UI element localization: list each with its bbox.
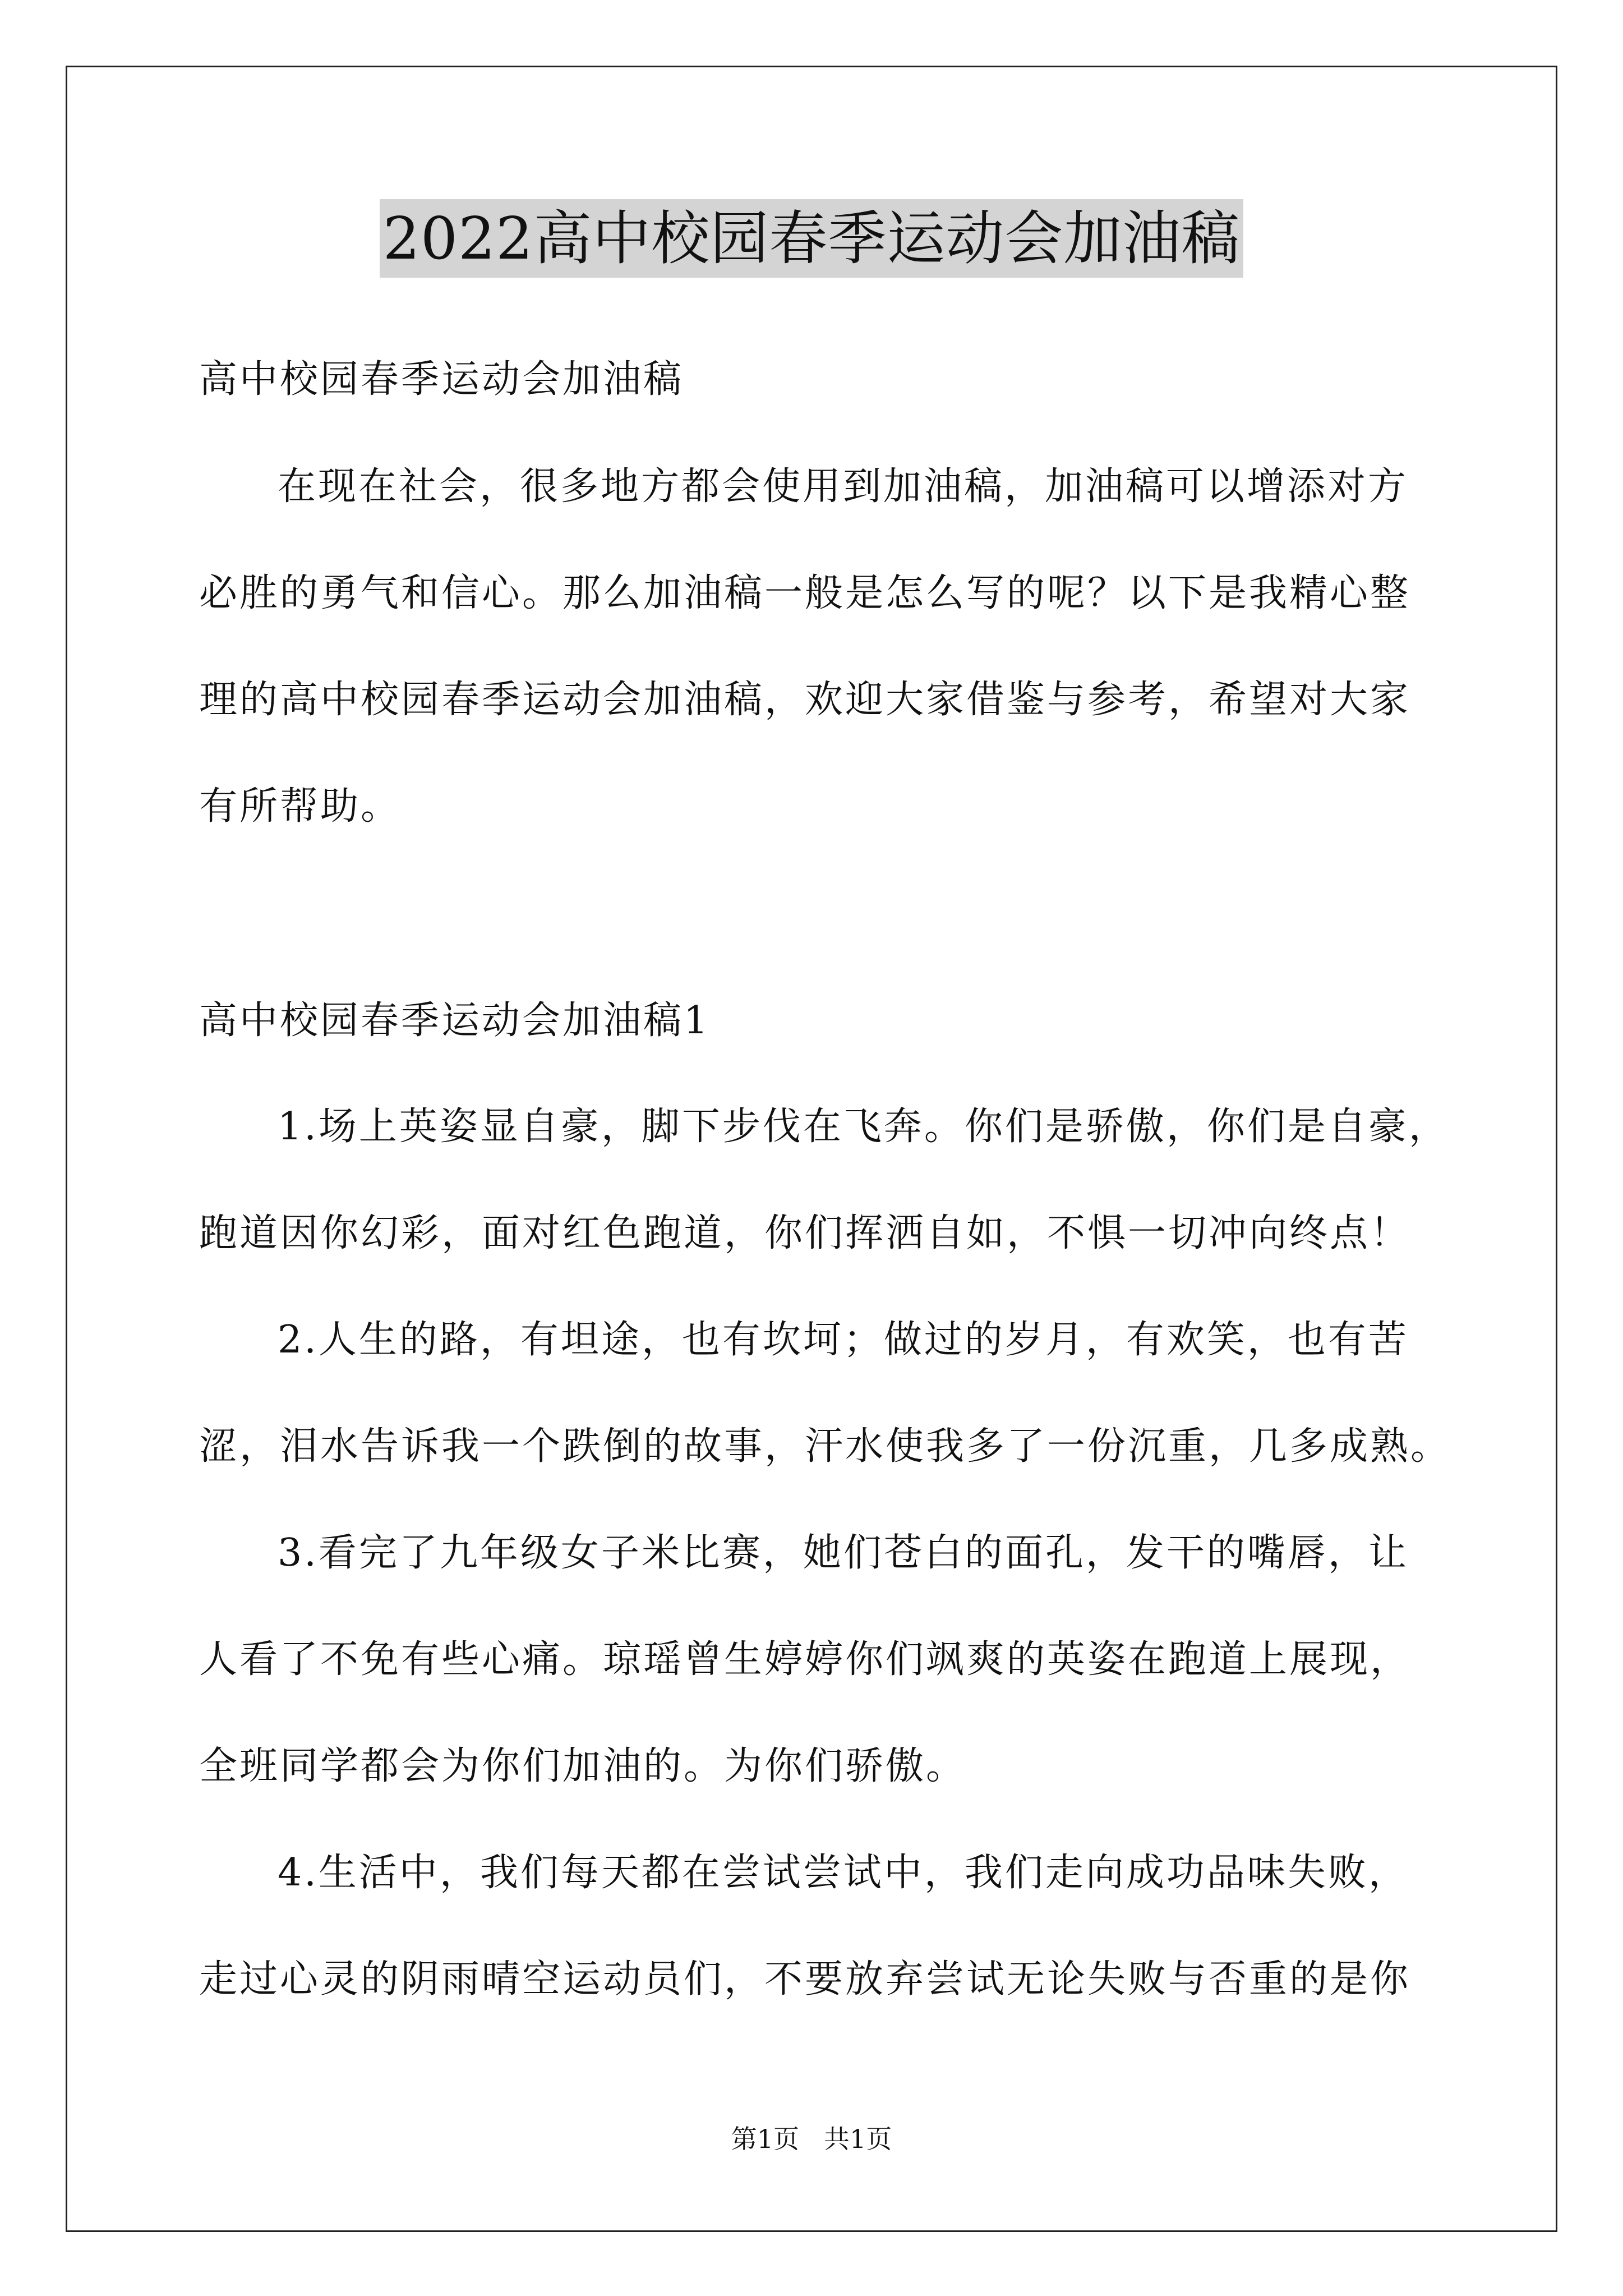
page-number: 第1页 <box>731 2124 799 2154</box>
body-line: 3.看完了九年级女子米比赛，她们苍白的面孔，发干的嘴唇，让 <box>278 1531 1409 1575</box>
intro-line: 在现在社会，很多地方都会使用到加油稿，加油稿可以增添对方 <box>278 464 1409 509</box>
body-line: 涩，泪水告诉我一个跌倒的故事，汗水使我多了一份沉重，几多成熟。 <box>199 1424 1451 1469</box>
intro-line: 理的高中校园春季运动会加油稿，欢迎大家借鉴与参考，希望对大家 <box>199 678 1411 722</box>
body-line: 走过心灵的阴雨晴空运动员们，不要放弃尝试无论失败与否重的是你 <box>199 1957 1411 2001</box>
body-line: 4.生活中，我们每天都在尝试尝试中，我们走向成功品味失败， <box>278 1851 1409 1895</box>
document-subtitle: 高中校园春季运动会加油稿 <box>199 357 684 402</box>
title-container <box>0 199 1623 278</box>
body-line: 2.人生的路，有坦途，也有坎坷；做过的岁月，有欢笑，也有苦 <box>278 1318 1409 1362</box>
page-total: 共1页 <box>824 2124 892 2154</box>
intro-line: 有所帮助。 <box>199 784 402 829</box>
body-line: 1.场上英姿显自豪，脚下步伐在飞奔。你们是骄傲，你们是自豪， <box>278 1105 1449 1149</box>
body-line: 全班同学都会为你们加油的。为你们骄傲。 <box>199 1744 967 1788</box>
section-heading: 高中校园春季运动会加油稿1 <box>199 999 711 1043</box>
body-line: 跑道因你幻彩，面对红色跑道，你们挥洒自如，不惧一切冲向终点！ <box>199 1211 1411 1255</box>
page-footer <box>0 2122 1623 2156</box>
body-line: 人看了不免有些心痛。琼瑶曾生婷婷你们飒爽的英姿在跑道上展现， <box>199 1637 1411 1682</box>
intro-line: 必胜的勇气和信心。那么加油稿一般是怎么写的呢？以下是我精心整 <box>199 571 1411 615</box>
document-title: 2022高中校园春季运动会加油稿 <box>380 199 1244 278</box>
